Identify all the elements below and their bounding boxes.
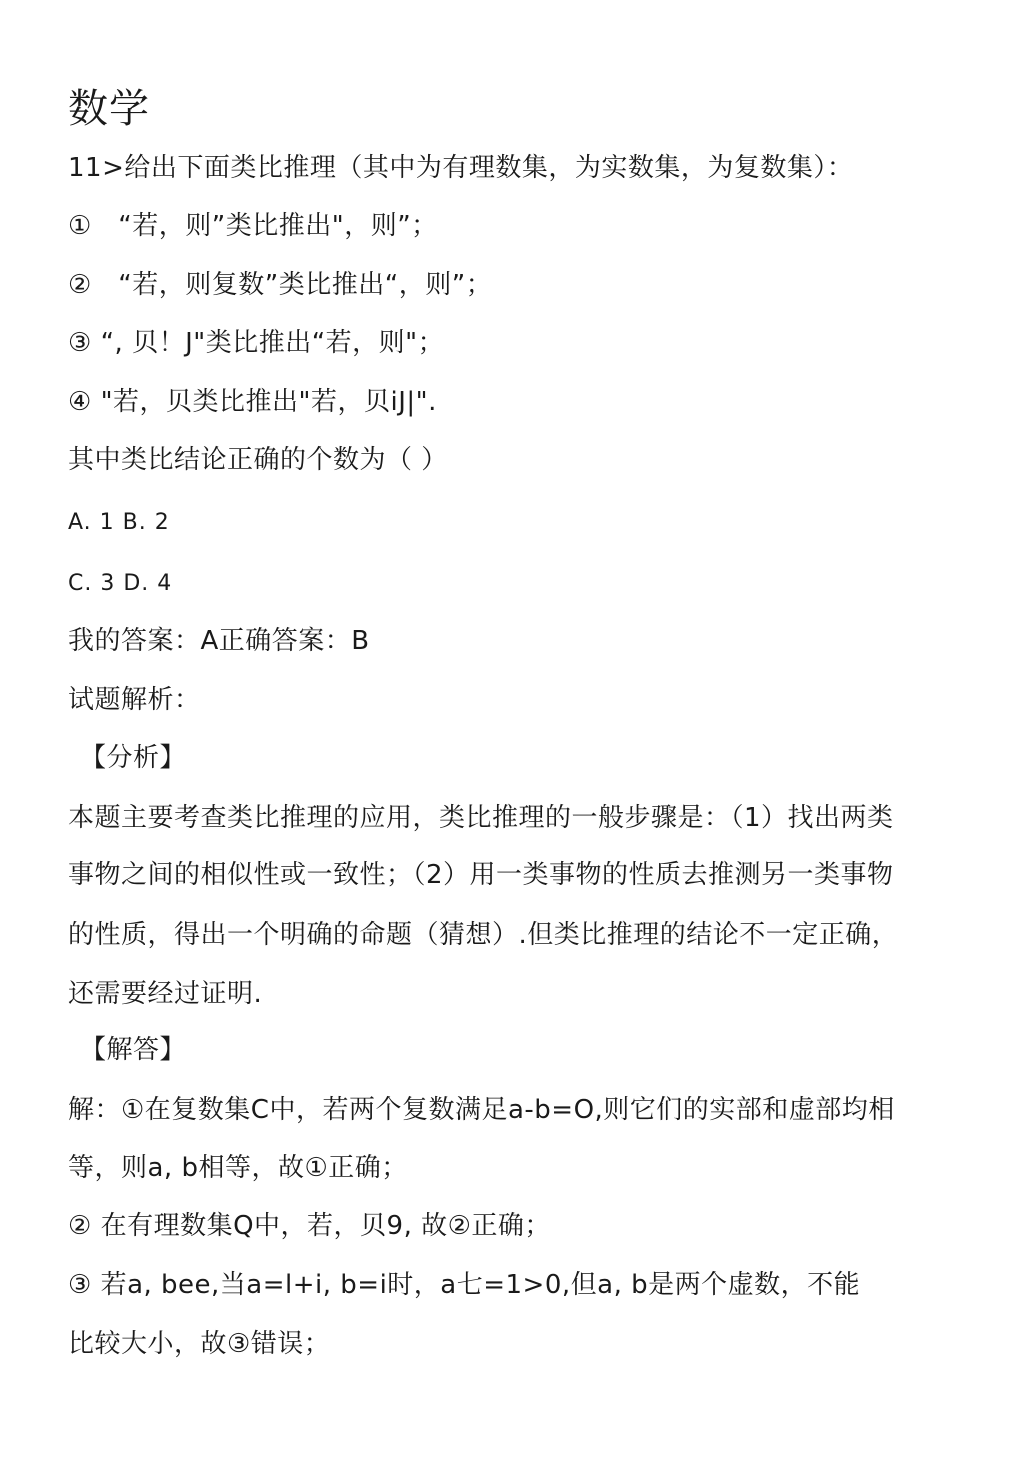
question-options-row-2: C. 3 D. 4: [68, 571, 173, 596]
solution-line-5: 比较大小，故③错误；: [68, 1329, 331, 1359]
solution-line-2: 等，则a, b相等，故①正确；: [68, 1153, 408, 1183]
question-item-2: ② “若，则复数”类比推出“，则”；: [68, 270, 493, 300]
question-item-1: ① “若，则”类比推出"，则”；: [68, 211, 438, 241]
question-options-row-1: A. 1 B. 2: [68, 510, 170, 535]
question-stem: 11>给出下面类比推理（其中为有理数集，为实数集，为复数集）：: [68, 153, 854, 183]
question-item-4: ④ "若，贝类比推出"若，贝iJ|".: [68, 387, 437, 417]
solution-line-4: ③ 若a, bee,当a=l+i, b=i时，a七=1>0,但a, b是两个虚数，不能: [68, 1270, 861, 1300]
solution-section-heading: 【解答】: [80, 1035, 187, 1065]
analysis-paragraph-line-1: 本题主要考查类比推理的应用，类比推理的一般步骤是：（1）找出两类: [68, 803, 894, 833]
analysis-heading: 试题解析：: [68, 685, 201, 715]
analysis-section-heading: 【分析】: [80, 743, 187, 773]
question-item-3: ③ “, 贝！J"类比推出“若，则"；: [68, 328, 445, 358]
document-title: 数学: [68, 86, 150, 132]
analysis-paragraph-line-4: 还需要经过证明.: [68, 979, 263, 1009]
solution-line-1: 解：①在复数集C中，若两个复数满足a-b=O,则它们的实部和虚部均相: [68, 1095, 895, 1125]
solution-line-3: ② 在有理数集Q中，若，贝9, 故②正确；: [68, 1211, 551, 1241]
analysis-paragraph-line-2: 事物之间的相似性或一致性；（2）用一类事物的性质去推测另一类事物: [68, 860, 894, 890]
answer-line: 我的答案：A正确答案：B: [68, 626, 370, 656]
question-prompt: 其中类比结论正确的个数为（ ）: [68, 445, 448, 475]
analysis-paragraph-line-3: 的性质，得出一个明确的命题（猜想）.但类比推理的结论不一定正确，: [68, 920, 899, 950]
